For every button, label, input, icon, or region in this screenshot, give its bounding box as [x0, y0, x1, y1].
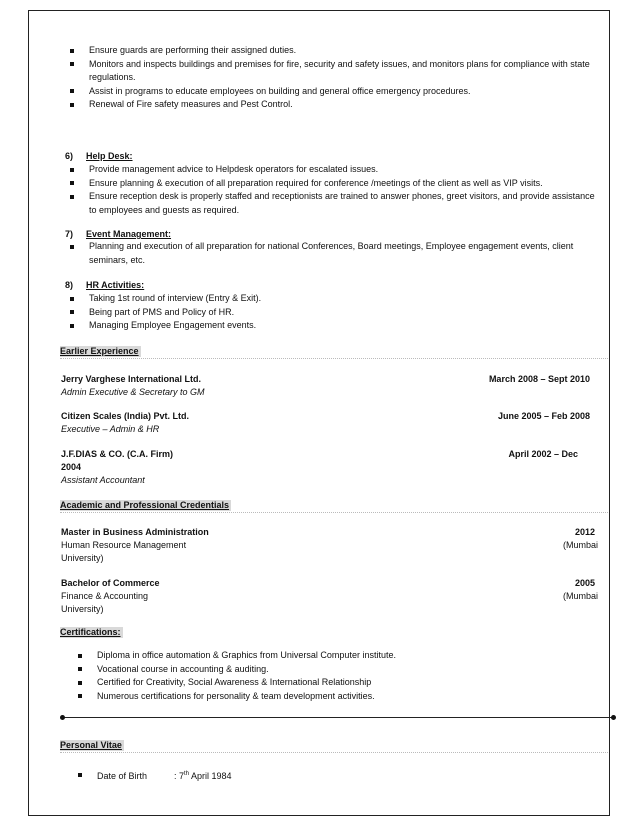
list-item: [78, 768, 598, 784]
field: Human Resource Management: [61, 540, 187, 550]
place: (Mumbai: [562, 540, 598, 550]
list-item: Provide management advice to Helpdesk operators for escalated issues.: [70, 163, 598, 177]
dates: March 2008 – Sept 2010: [488, 374, 590, 384]
field: Finance & Accounting: [61, 591, 149, 601]
education-entry: [61, 577, 598, 616]
section-band-earlier-experience: [60, 346, 608, 359]
dates: June 2005 – Feb 2008: [497, 411, 590, 421]
list-item: Assist in programs to educate employees on building and general office emergency procedures.: [70, 85, 598, 99]
divider-line: [62, 717, 615, 718]
divider-dot-right: [611, 715, 616, 720]
list-item: Ensure planning & execution of all preparation required for conference /meetings of the client as well as VIP visits.: [70, 177, 598, 191]
list-item: Numerous certifications for personality & team development activities.: [78, 690, 598, 704]
place-continued: University): [61, 553, 104, 563]
degree: Bachelor of Commerce: [61, 578, 160, 588]
list-item: Monitors and inspects buildings and premises for fire, security and safety issues, and monitors plans for compliance with state regulations.: [70, 58, 598, 85]
list-item: Ensure guards are performing their assigned duties.: [70, 44, 598, 58]
role: Admin Executive & Secretary to GM: [61, 387, 205, 397]
org-name: Jerry Varghese International Ltd.: [61, 374, 202, 384]
experience-entry: [61, 410, 598, 436]
role: Executive – Admin & HR: [61, 424, 160, 434]
dob-suffix: th: [184, 771, 190, 777]
year: 2005: [574, 578, 595, 588]
dates-continued: 2004: [61, 462, 82, 472]
list-item: Ensure reception desk is properly staffed and receptionists are trained to answer phones, greet visitors, and provide assistance to employees and guests as required.: [70, 190, 598, 217]
event-heading: 7) Event Management:: [65, 229, 172, 239]
hr-list: [70, 292, 598, 333]
event-list: [70, 240, 598, 267]
place-continued: University): [61, 604, 104, 614]
role: Assistant Accountant: [61, 475, 145, 485]
section-title: Academic and Professional Credentials: [60, 500, 230, 510]
section-band-academic: [60, 500, 608, 513]
helpdesk-heading: 6) Help Desk:: [65, 151, 133, 161]
duties-list: [70, 44, 598, 112]
dob-month-year: April 1984: [189, 771, 232, 781]
helpdesk-list: [70, 163, 598, 217]
org-name: J.F.DIAS & CO. (C.A. Firm): [61, 449, 174, 459]
experience-entry: [61, 373, 598, 399]
dob-label: Date of Birth: [97, 771, 148, 781]
list-item: Taking 1st round of interview (Entry & Exit).: [70, 292, 598, 306]
section-title: Earlier Experience: [60, 346, 139, 356]
experience-entry: [61, 448, 598, 487]
personal-list: [78, 768, 598, 784]
place: (Mumbai: [562, 591, 598, 601]
section-band-personal-vitae: [60, 740, 608, 753]
list-item: Renewal of Fire safety measures and Pest Control.: [70, 98, 598, 112]
list-item: Vocational course in accounting & auditing.: [78, 663, 598, 677]
hr-heading: 8) HR Activities:: [65, 280, 145, 290]
degree: Master in Business Administration: [61, 527, 209, 537]
dob-value: : 7: [174, 771, 185, 781]
divider-dot-left: [60, 715, 65, 720]
section-band-certifications: [60, 627, 608, 639]
list-item: Managing Employee Engagement events.: [70, 319, 598, 333]
section-title: Personal Vitae: [60, 740, 122, 750]
year: 2012: [574, 527, 595, 537]
org-name: Citizen Scales (India) Pvt. Ltd.: [61, 411, 190, 421]
education-entry: [61, 526, 598, 565]
certifications-list: [78, 649, 598, 703]
list-item: Certified for Creativity, Social Awareness & International Relationship: [78, 676, 598, 690]
dates: April 2002 – Dec: [508, 449, 578, 459]
list-item: Being part of PMS and Policy of HR.: [70, 306, 598, 320]
list-item: Diploma in office automation & Graphics from Universal Computer institute.: [78, 649, 598, 663]
list-item: Planning and execution of all preparation for national Conferences, Board meetings, Employee engagement events, client seminars, etc.: [70, 240, 598, 267]
section-title: Certifications:: [60, 627, 121, 637]
